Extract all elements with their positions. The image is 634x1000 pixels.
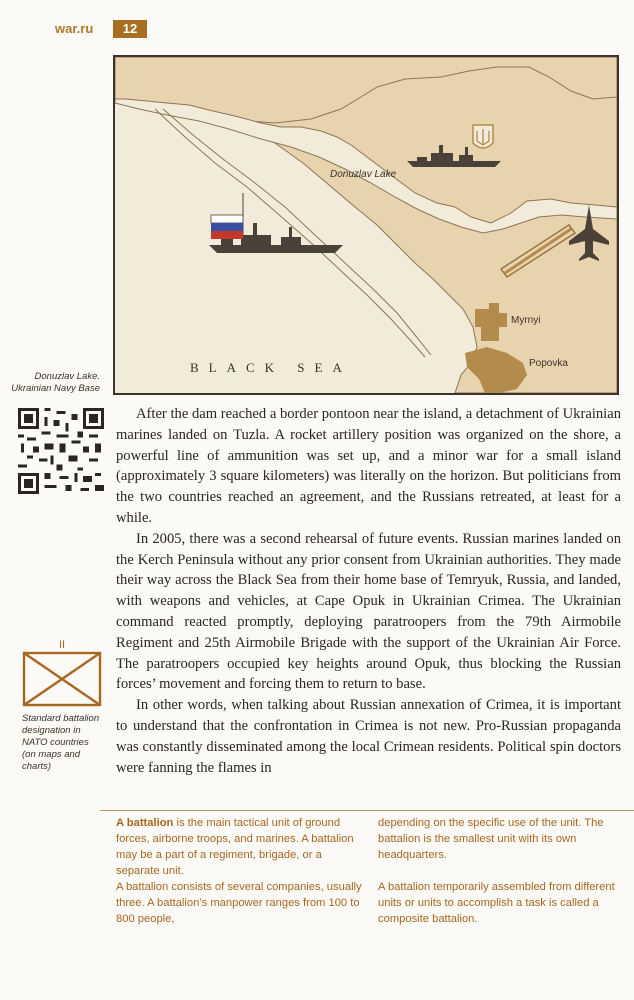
paragraph: After the dam reached a border pontoon near the island, a detachment of Ukrainian marines landed on Tuzla. A rocket artillery position was organized on the shore, a powerful line of ammunition was set up, and a minor war for a small island (approximately 3 square kilometers) was literally on the horizon. But politicians from the two countries reached an agreement, and the Russians retreated, at least for a while. bbox=[116, 406, 621, 526]
sidebar-right-column bbox=[378, 815, 624, 927]
popovka-label: Popovka bbox=[529, 358, 568, 369]
sidebar-paragraph: A battalion consists of several companies, usually three. A battalion’s manpower ranges from 100 to 800 people, bbox=[116, 881, 362, 925]
battalion-symbol-icon bbox=[22, 636, 102, 708]
donuzlav-map bbox=[113, 55, 619, 395]
lake-label: Donuzlav Lake bbox=[330, 169, 397, 180]
sidebar-paragraph: A battalion temporarily assembled from different units or units to accomplish a task is called a composite battalion. bbox=[378, 881, 615, 925]
sidebar-left-column bbox=[116, 815, 366, 927]
paragraph: In 2005, there was a second rehearsal of future events. Russian marines landed on the Kerch Peninsula without any prior consent from Ukrainian authorities. They made their way across the Black Sea from their home base of Temryuk, Russia, and landed, with weapons and vehicles, at Cape Opuk in Ukrainian Crimea. The Ukrainian command reacted promptly, deploying paratroopers from the 79th Airmobile Regiment and 25th Airmobile Brigade with the support of the Ukrainian Air Force. The paratroopers occupied key heights around Opuk, thus blocking the Russian forces’ movement and forcing them to return to base. bbox=[116, 530, 621, 693]
battalion-marker: II bbox=[58, 639, 66, 651]
article-body bbox=[116, 404, 621, 778]
sidebar-divider bbox=[100, 810, 634, 811]
sidebar-text: is the main tactical unit of ground forces, airborne troops, and marines. A battalion may be a part of a regiment, brigade, or a separate unit. bbox=[116, 817, 354, 877]
russian-flag-icon bbox=[211, 215, 243, 239]
sidebar-paragraph bbox=[116, 815, 366, 879]
sidebar-paragraph: depending on the specific use of the unit. The battalion is the smallest unit with its own headquarters. bbox=[378, 817, 604, 861]
ukraine-trident-icon bbox=[473, 125, 493, 148]
paragraph: In other words, when talking about Russian annexation of Crimea, it is important to understand that the confrontation in Crimea is not new. Pro-Russian propaganda was constantly disseminated among the local Crimean residents. Political spin doctors were fanning the flames in bbox=[116, 697, 621, 776]
qr-code-icon[interactable] bbox=[18, 408, 104, 494]
map-caption: Donuzlav Lake. Ukrainian Navy Base bbox=[11, 371, 100, 394]
site-name: war.ru bbox=[55, 21, 94, 36]
mirnyi-label: Myrnyi bbox=[511, 315, 541, 326]
page-number: 12 bbox=[113, 20, 147, 38]
sidebar-term: A battalion bbox=[116, 817, 174, 829]
sea-label: BLACK SEA bbox=[190, 360, 352, 375]
symbol-caption: Standard battalion designation in NATO countries (on maps and charts) bbox=[22, 713, 100, 772]
map-graphic bbox=[115, 57, 617, 393]
